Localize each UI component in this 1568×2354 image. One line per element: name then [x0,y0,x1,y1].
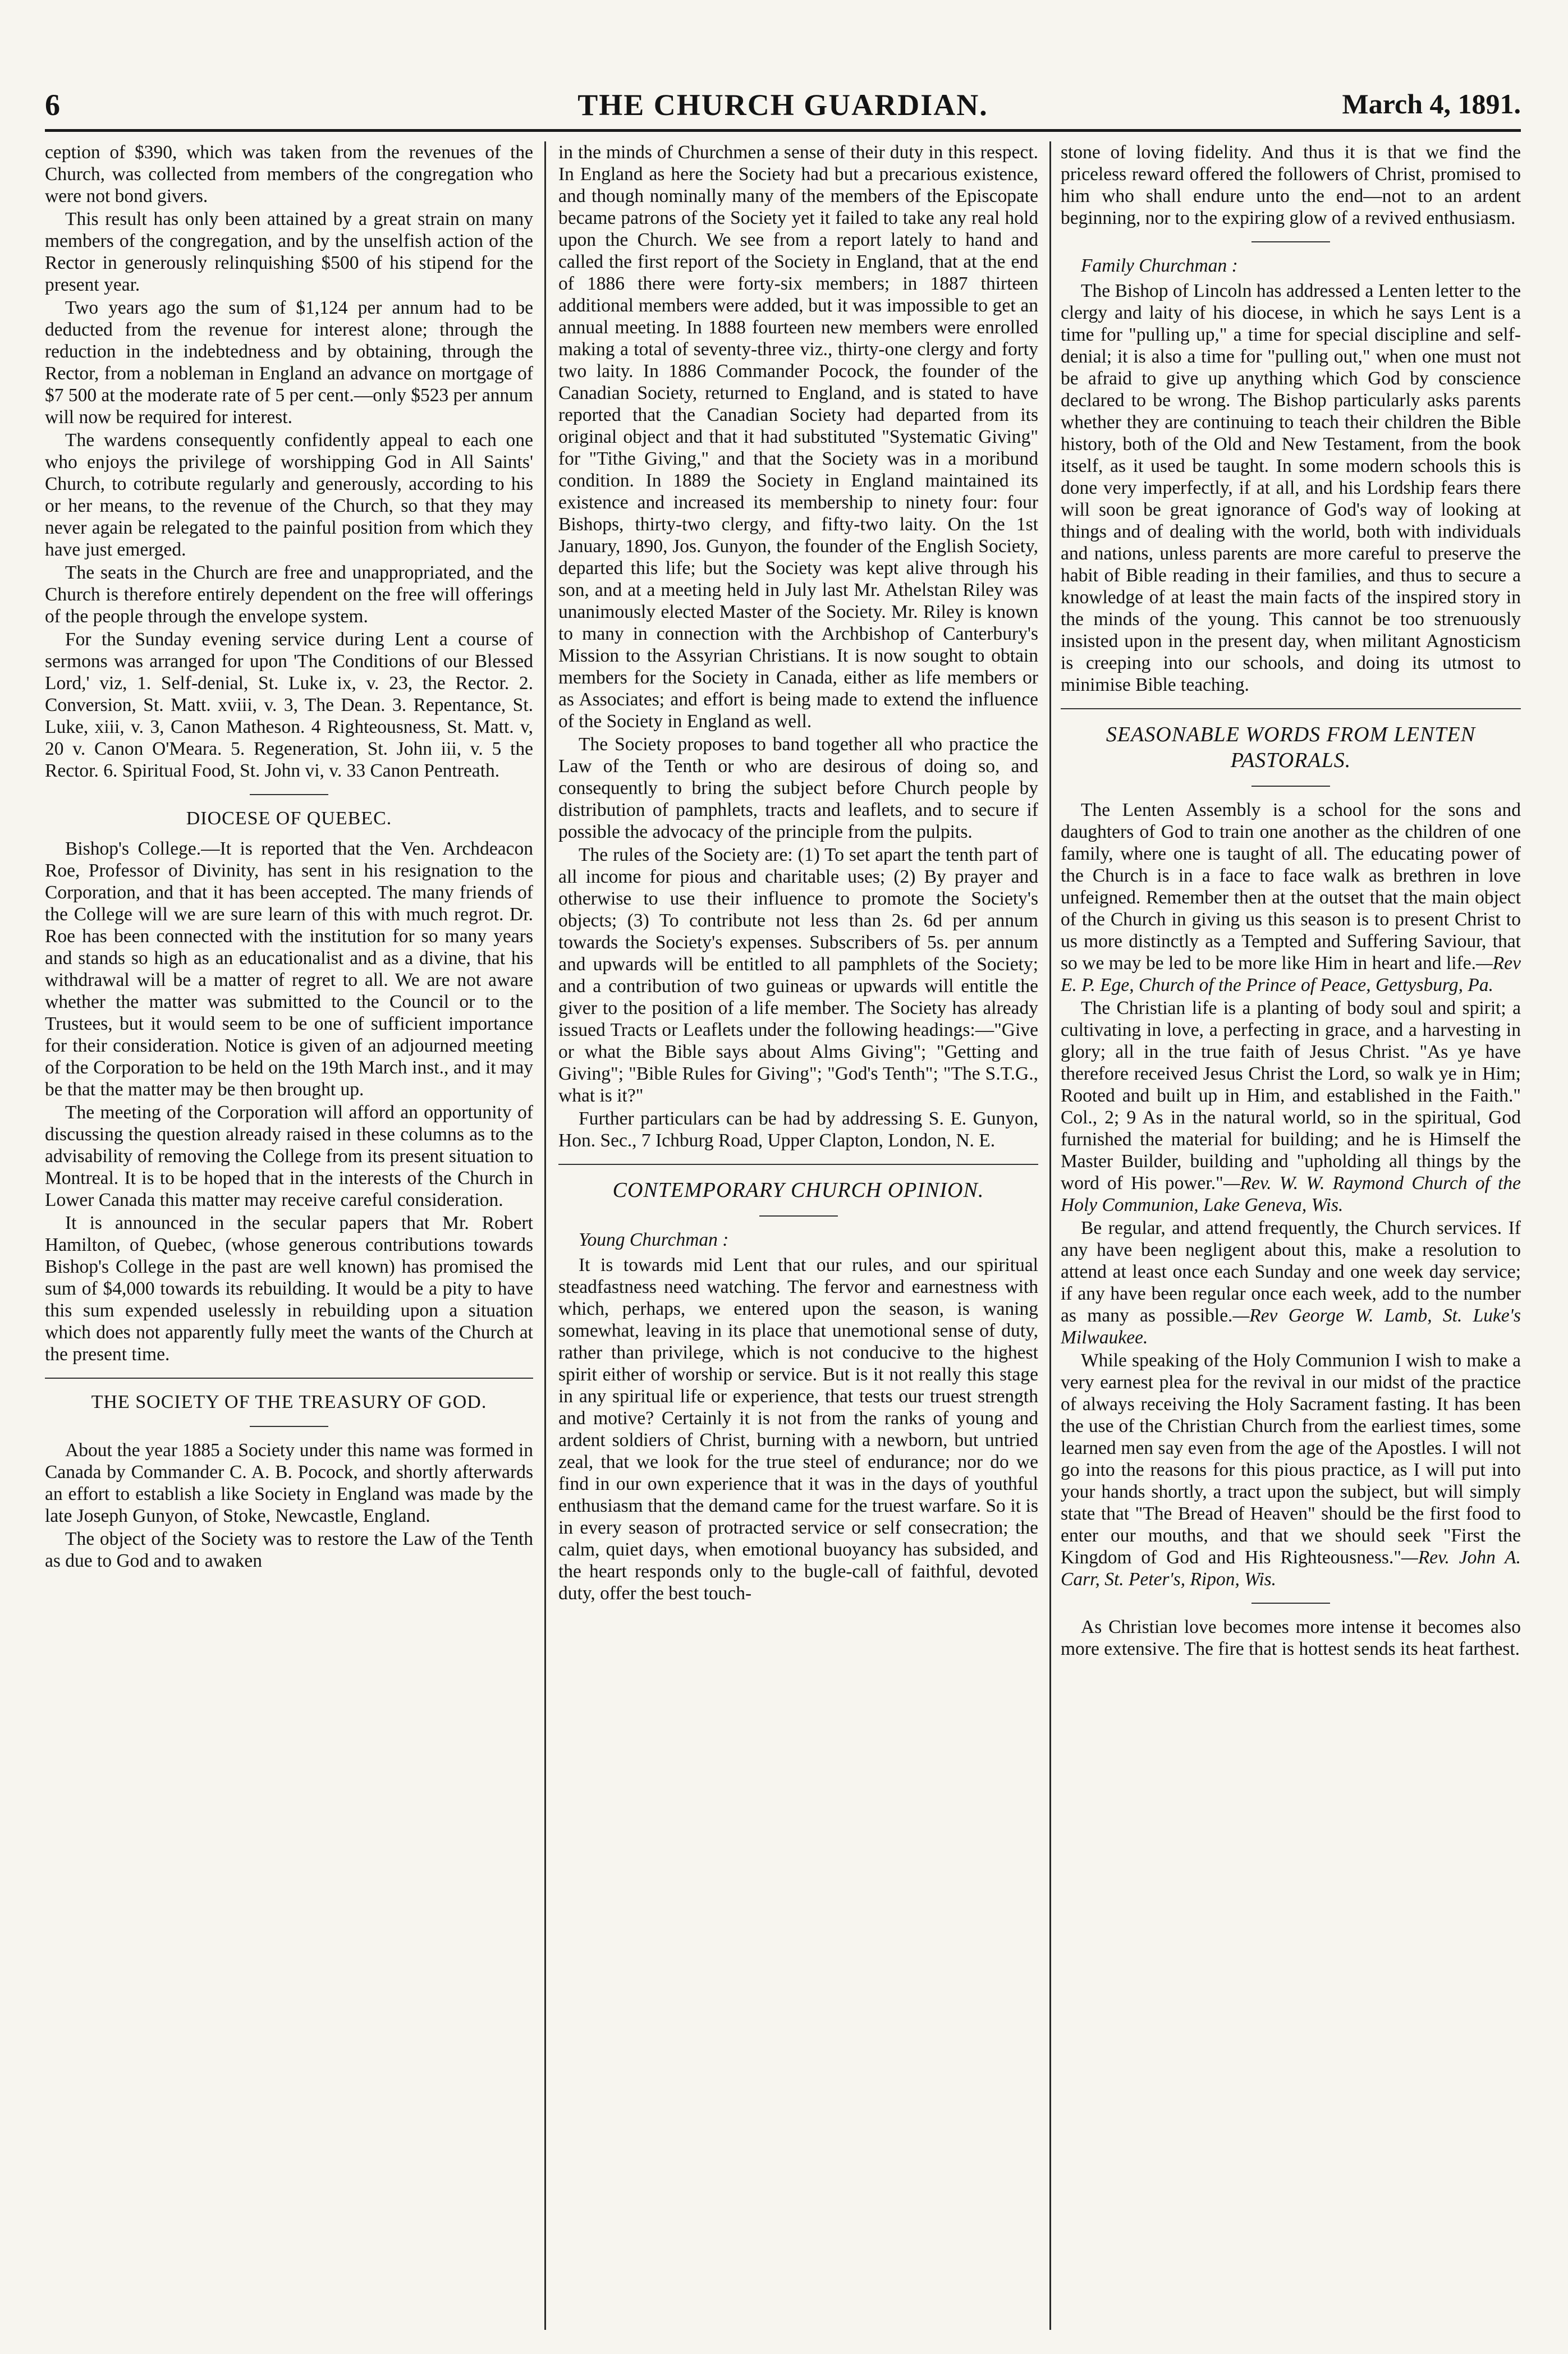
article-paragraph: in the minds of Churchmen a sense of their duty in this respect. In England as here the Society had but a precarious existence, and though nominally many of the members of the Episcopate became patrons of the Society yet it failed to take any real hold upon the Church. We see from a report lately to hand and called the first report of the Society in England, that at the end of 1886 there were forty-six members; in 1887 thirteen additional members were added, but it was impossible to get an annual meeting. In 1888 fourteen new members were enrolled making a total of seventy-three viz., thirty-one clergy and forty two laity. In 1886 Commander Pocock, the founder of the Canadian Society, returned to England, and is stated to have reported that the Canadian Society had departed from its original object and that it had substituted "Systematic Giving" for "Tithe Giving," and that the Society was in a moribund condition. In 1889 the Society in England maintained its existence and increased its membership to ninety four: four Bishops, thirty-two clergy, and fifty-two laity. On the 1st January, 1890, Jos. Gunyon, the founder of the English Society, departed this life; but the Society was kept alive through his son, and at a meeting held in July last Mr. Athelstan Riley was unanimously elected Master of the Society. Mr. Riley is known to many in connection with the Archbishop of Canterbury's Mission to the Assyrian Christians. It is now sought to obtain members for the Society in Canada, either as life members or as Associates; and effort is being made to extend the influence of the Society in England as well. [558,142,1038,732]
article-paragraph: As Christian love becomes more intense it becomes also more extensive. The fire that is hottest sends its heat farthest. [1061,1617,1521,1659]
section-divider [250,1426,328,1427]
article-paragraph [1061,799,1521,996]
article-paragraph [1061,1350,1521,1590]
article-paragraph: The Bishop of Lincoln has addressed a Lenten letter to the clergy and laity of his diocese, in which he says Lent is a time for "pulling up," a time for special discipline and self-denial; it is also a time for "pulling out," when one must not be afraid to give up anything which God by conscience declared to be wrong. The Bishop particularly asks parents whether they are continuing to teach their children the Bible history, both of the Old and New Testament, from the book itself, as it used be taught. In some modern schools this is done very imperfectly, if at all, and his Lordship fears there will soon be great ignorance of God's way of looking at things and of dealing with the world, both with individuals and nations, unless parents are more careful to preserve the habit of Bible reading in their families, and thus to secure a knowledge of at least the main facts of the inspired story in the minds of the young. This cannot be too strenuously insisted upon in the present day, when militant Agnosticism is creeping into our schools, and doing its utmost to minimise Bible teaching. [1061,281,1521,695]
section-divider [1251,241,1330,242]
article-paragraph: About the year 1885 a Society under this name was formed in Canada by Commander C. A. B. Pocock, and shortly afterwards an effort to establish a like Society in England was made by the late Joseph Gunyon, of Stoke, Newcastle, England. [45,1440,533,1526]
column-3 [1061,141,1521,2330]
article-paragraph: This result has only been attained by a great strain on many members of the congregation, and by the unselfish action of the Rector in generously relinquishing $500 of his stipend for the present year. [45,209,533,295]
article-paragraph: Bishop's College.—It is reported that the Ven. Archdeacon Roe, Professor of Divinity, has sent in his resignation to the Corporation, and that it has been accepted. The many friends of the College will we are sure learn of this with much regrot. Dr. Roe has been connected with the institution for so many years and stands so high as an educationalist and as a divine, that his withdrawal will be a matter of regret to all. We are not aware whether the matter was submitted to the Council or to the Trustees, but it would seem to be one of sufficient importance for their consideration. Notice is given of an adjourned meeting of the Corporation to be held on the 19th March inst., and it may be that the matter may be then brought up. [45,838,533,1100]
source-subheading: Young Churchman : [579,1229,729,1250]
article-paragraph [1061,997,1521,1216]
page-number: 6 [45,88,60,122]
paragraph-text: The Christian life is a planting of body soul and spirit; a cultivating in love, a perfecting in grace, and a harvesting in glory; all in the true faith of Jesus Christ. "As ye have therefore received Jesus Christ the Lord, so walk ye in Him; Rooted and built up in Him, and established in the Faith." Col., 2; 9 As in the natural world, so in the spiritual, God furnished the material for building; and he is Himself the Master Builder, building and "upholding all things by the word of His power." [1061,998,1521,1194]
section-divider [1251,786,1330,787]
article-paragraph: Two years ago the sum of $1,124 per annum had to be deducted from the revenue for interest alone; through the reduction in the indebtedness and by obtaining, through the Rector, from a nobleman in England an advance on mortgage of $7 500 at the moderate rate of 5 per cent.—only $523 per annum will now be required for interest. [45,297,533,428]
section-heading-diocese-of-quebec: DIOCESE OF QUEBEC. [186,808,392,829]
section-divider [1251,1603,1330,1604]
section-divider [759,1215,838,1217]
source-subheading: Family Churchman : [1081,255,1238,276]
article-paragraph: The object of the Society was to restore the Law of the Tenth as due to God and to awaken [45,1529,533,1571]
attribution: —Rev. John A. Carr, St. Peter's, Ripon, Wis. [1061,1547,1521,1590]
article-paragraph: The rules of the Society are: (1) To set apart the tenth part of all income for pious and charitable uses; (2) By prayer and otherwise to use their influence to promote the Society's objects; (3) To contribute not less than 2s. 6d per annum towards the Society's expenses. Subscribers of 5s. per annum and upwards will be entitled to all pamphlets of the Society; and a contribution of two guineas or upwards will entitle the giver to the position of a life member. The Society has already issued Tracts or Leaflets under the following headings:—"Give or what the Bible says about Alms Giving"; "Getting and Giving"; "Bible Rules for Giving"; "God's Tenth"; "The S.T.G., what is it?" [558,845,1038,1106]
section-divider [250,794,328,795]
paragraph-text: Be regular, and attend frequently, the Church services. If any have been negligent about this, make a resolution to attend at least once each Sunday and one week day service; if any have been regular once each week, add to the number as many as possible. [1061,1218,1521,1326]
section-heading-lenten-pastorals: SEASONABLE WORDS FROM LENTEN PASTORALS. [1106,723,1476,772]
article-paragraph: The Society proposes to band together all who practice the Law of the Tenth or who are desirous of doing so, and consequently to bring the subject before Church people by distribution of pamphlets, tracts and leaflets, and to secure if possible the advocacy of the principle from the pulpits. [558,734,1038,842]
article-paragraph: stone of loving fidelity. And thus it is that we find the priceless reward offered the followers of Christ, promised to him who shall endure unto the end—not to an ardent beginning, nor to the expiring glow of a revived enthusiasm. [1061,142,1521,228]
attribution: —Rev George W. Lamb, St. Luke's Milwaukee. [1061,1305,1521,1348]
section-heading-contemporary-opinion: CONTEMPORARY CHURCH OPINION. [612,1178,984,1202]
column-rule-right [1049,141,1051,2330]
article-paragraph: It is towards mid Lent that our rules, and our spiritual steadfastness need watching. The fervor and earnestness with which, perhaps, we entered upon the season, is waning somewhat, leaving in its place that unemotional sense of duty, rather than privilege, which is not conducive to the highest spirit either of worship or service. But is it not really this stage in any spiritual life or experience, that tests our truest strength and motive? Certainly it is not from the ranks of young and ardent soldiers of Christ, burning with a newborn, but untried zeal, that we look for the true steel of endurance; nor do we find in our own experience that it was in the days of youthful enthusiasm that the demand came for the truest warfare. So it is in every season of protracted service or self consecration; the calm, quiet days, when emotional buoyancy has subsided, and the heart responds only to the bugle-call of faithful, devoted duty, offer the best touch- [558,1255,1038,1604]
column-rule-left [544,141,546,2330]
paragraph-text: While speaking of the Holy Communion I wish to make a very earnest plea for the revival in our midst of the practice of always receiving the Holy Sacrament fasting. It has been the use of the Christian Church from the earliest times, some learned men say even from the age of the Apostles. I will not go into the reasons for this pious practice, as I will put into your hands shortly, a tract upon the subject, but will simply state that "The Bread of Heaven" should be the first food to enter our mouths, and that we should seek "First the Kingdom of God and His Righteousness." [1061,1350,1521,1568]
attribution: —Rev. W. W. Raymond Church of the Holy Communion, Lake Geneva, Wis. [1061,1173,1521,1215]
section-heading-treasury-of-god: THE SOCIETY OF THE TREASURY OF GOD. [91,1392,487,1412]
column-2 [558,141,1038,2330]
article-paragraph: The meeting of the Corporation will afford an opportunity of discussing the question already raised in these columns as to the advisability of removing the College from its present situation to Montreal. It is to be hoped that in the interests of the Church in Lower Canada this matter may receive careful consideration. [45,1102,533,1210]
article-paragraph: The seats in the Church are free and unappropriated, and the Church is therefore entirely dependent on the free will offerings of the people through the envelope system. [45,562,533,627]
article-paragraph: The wardens consequently confidently appeal to each one who enjoys the privilege of worshipping God in All Saints' Church, to cotribute regularly and generously, according to his or her means, to the revenue of the Church, so that they may never again be relegated to the painful position from which they have just emerged. [45,430,533,560]
article-paragraph: For the Sunday evening service during Lent a course of sermons was arranged for upon 'The Conditions of our Blessed Lord,' viz, 1. Self-denial, St. Luke ix, v. 23, the Rector. 2. Conversion, St. Matt. xviii, v. 3, The Dean. 3. Repentance, St. Luke, xiii, v. 3, Canon Matheson. 4 Righteousness, St. Matt. v, 20 v. Canon O'Meara. 5. Regeneration, St. John iii, v. 5 the Rector. 6. Spiritual Food, St. John vi, v. 33 Canon Pentreath. [45,629,533,781]
attribution: —Rev E. P. Ege, Church of the Prince of Peace, Gettysburg, Pa. [1061,953,1521,995]
newspaper-title: THE CHURCH GUARDIAN. [577,88,988,122]
article-paragraph: It is announced in the secular papers that Mr. Robert Hamilton, of Quebec, (whose generous contributions towards Bishop's College in the past are well known) has promised the sum of $4,000 towards its rebuilding. It would be a pity to have this sum expended uselessly in rebuilding upon a situation which does not apparently fully meet the wants of the Church at the present time. [45,1213,533,1365]
issue-date: March 4, 1891. [1342,88,1521,120]
article-paragraph: ception of $390, which was taken from the revenues of the Church, was collected from members of the congregation who were not bond givers. [45,142,533,207]
paragraph-text: The Lenten Assembly is a school for the sons and daughters of God to train one another as the children of one family, where one is taught of all. The educating power of the Church is in a face to face walk as brethren in love unfeigned. Remember then at the outset that the main object of the Church in giving us this season is to present Christ to us more distinctly as a Tempted and Suffering Saviour, that so we may be led to be more like Him in heart and life. [1061,800,1521,974]
section-divider [558,1164,1038,1165]
masthead [45,84,1521,132]
section-divider [45,1378,533,1379]
article-paragraph: Further particulars can be had by addressing S. E. Gunyon, Hon. Sec., 7 Ichburg Road, Upper Clapton, London, N. E. [558,1108,1038,1151]
section-divider [1061,708,1521,709]
column-1 [45,141,533,2330]
article-paragraph [1061,1217,1521,1348]
